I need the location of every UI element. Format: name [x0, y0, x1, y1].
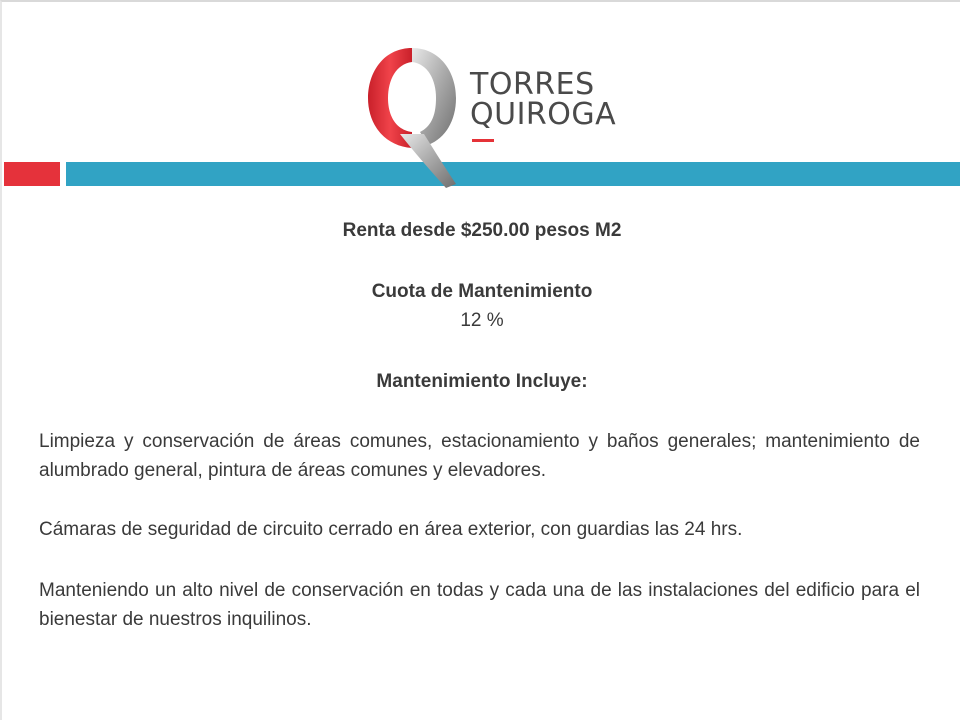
torres-quiroga-logo	[364, 42, 617, 192]
q-logo-icon	[364, 42, 474, 192]
paragraph-conservation: Manteniendo un alto nivel de conservación en todas y cada una de las instalaciones del edificio para el bienestar de nuestros inquilinos.	[39, 580, 920, 630]
paragraph-cleaning: Limpieza y conservación de áreas comunes, estacionamiento y baños generales; mantenimiento de alumbrado general, pintura de áreas comunes y elevadores.	[39, 431, 920, 481]
header-band-red	[4, 162, 60, 186]
maintenance-fee-title: Cuota de Mantenimiento	[371, 281, 593, 302]
logo-wordmark	[470, 67, 617, 132]
rent-price: Renta desde $250.00 pesos M2	[342, 220, 622, 241]
paragraph-security: Cámaras de seguridad de circuito cerrado en área exterior, con guardias las 24 hrs.	[39, 519, 743, 540]
logo-underline	[472, 139, 494, 142]
logo-line-quiroga: QUIROGA	[470, 97, 617, 132]
maintenance-includes-title: Mantenimiento Incluye:	[376, 371, 588, 392]
maintenance-fee-value: 12 %	[460, 310, 504, 331]
logo-line-torres: TORRES	[470, 67, 595, 102]
